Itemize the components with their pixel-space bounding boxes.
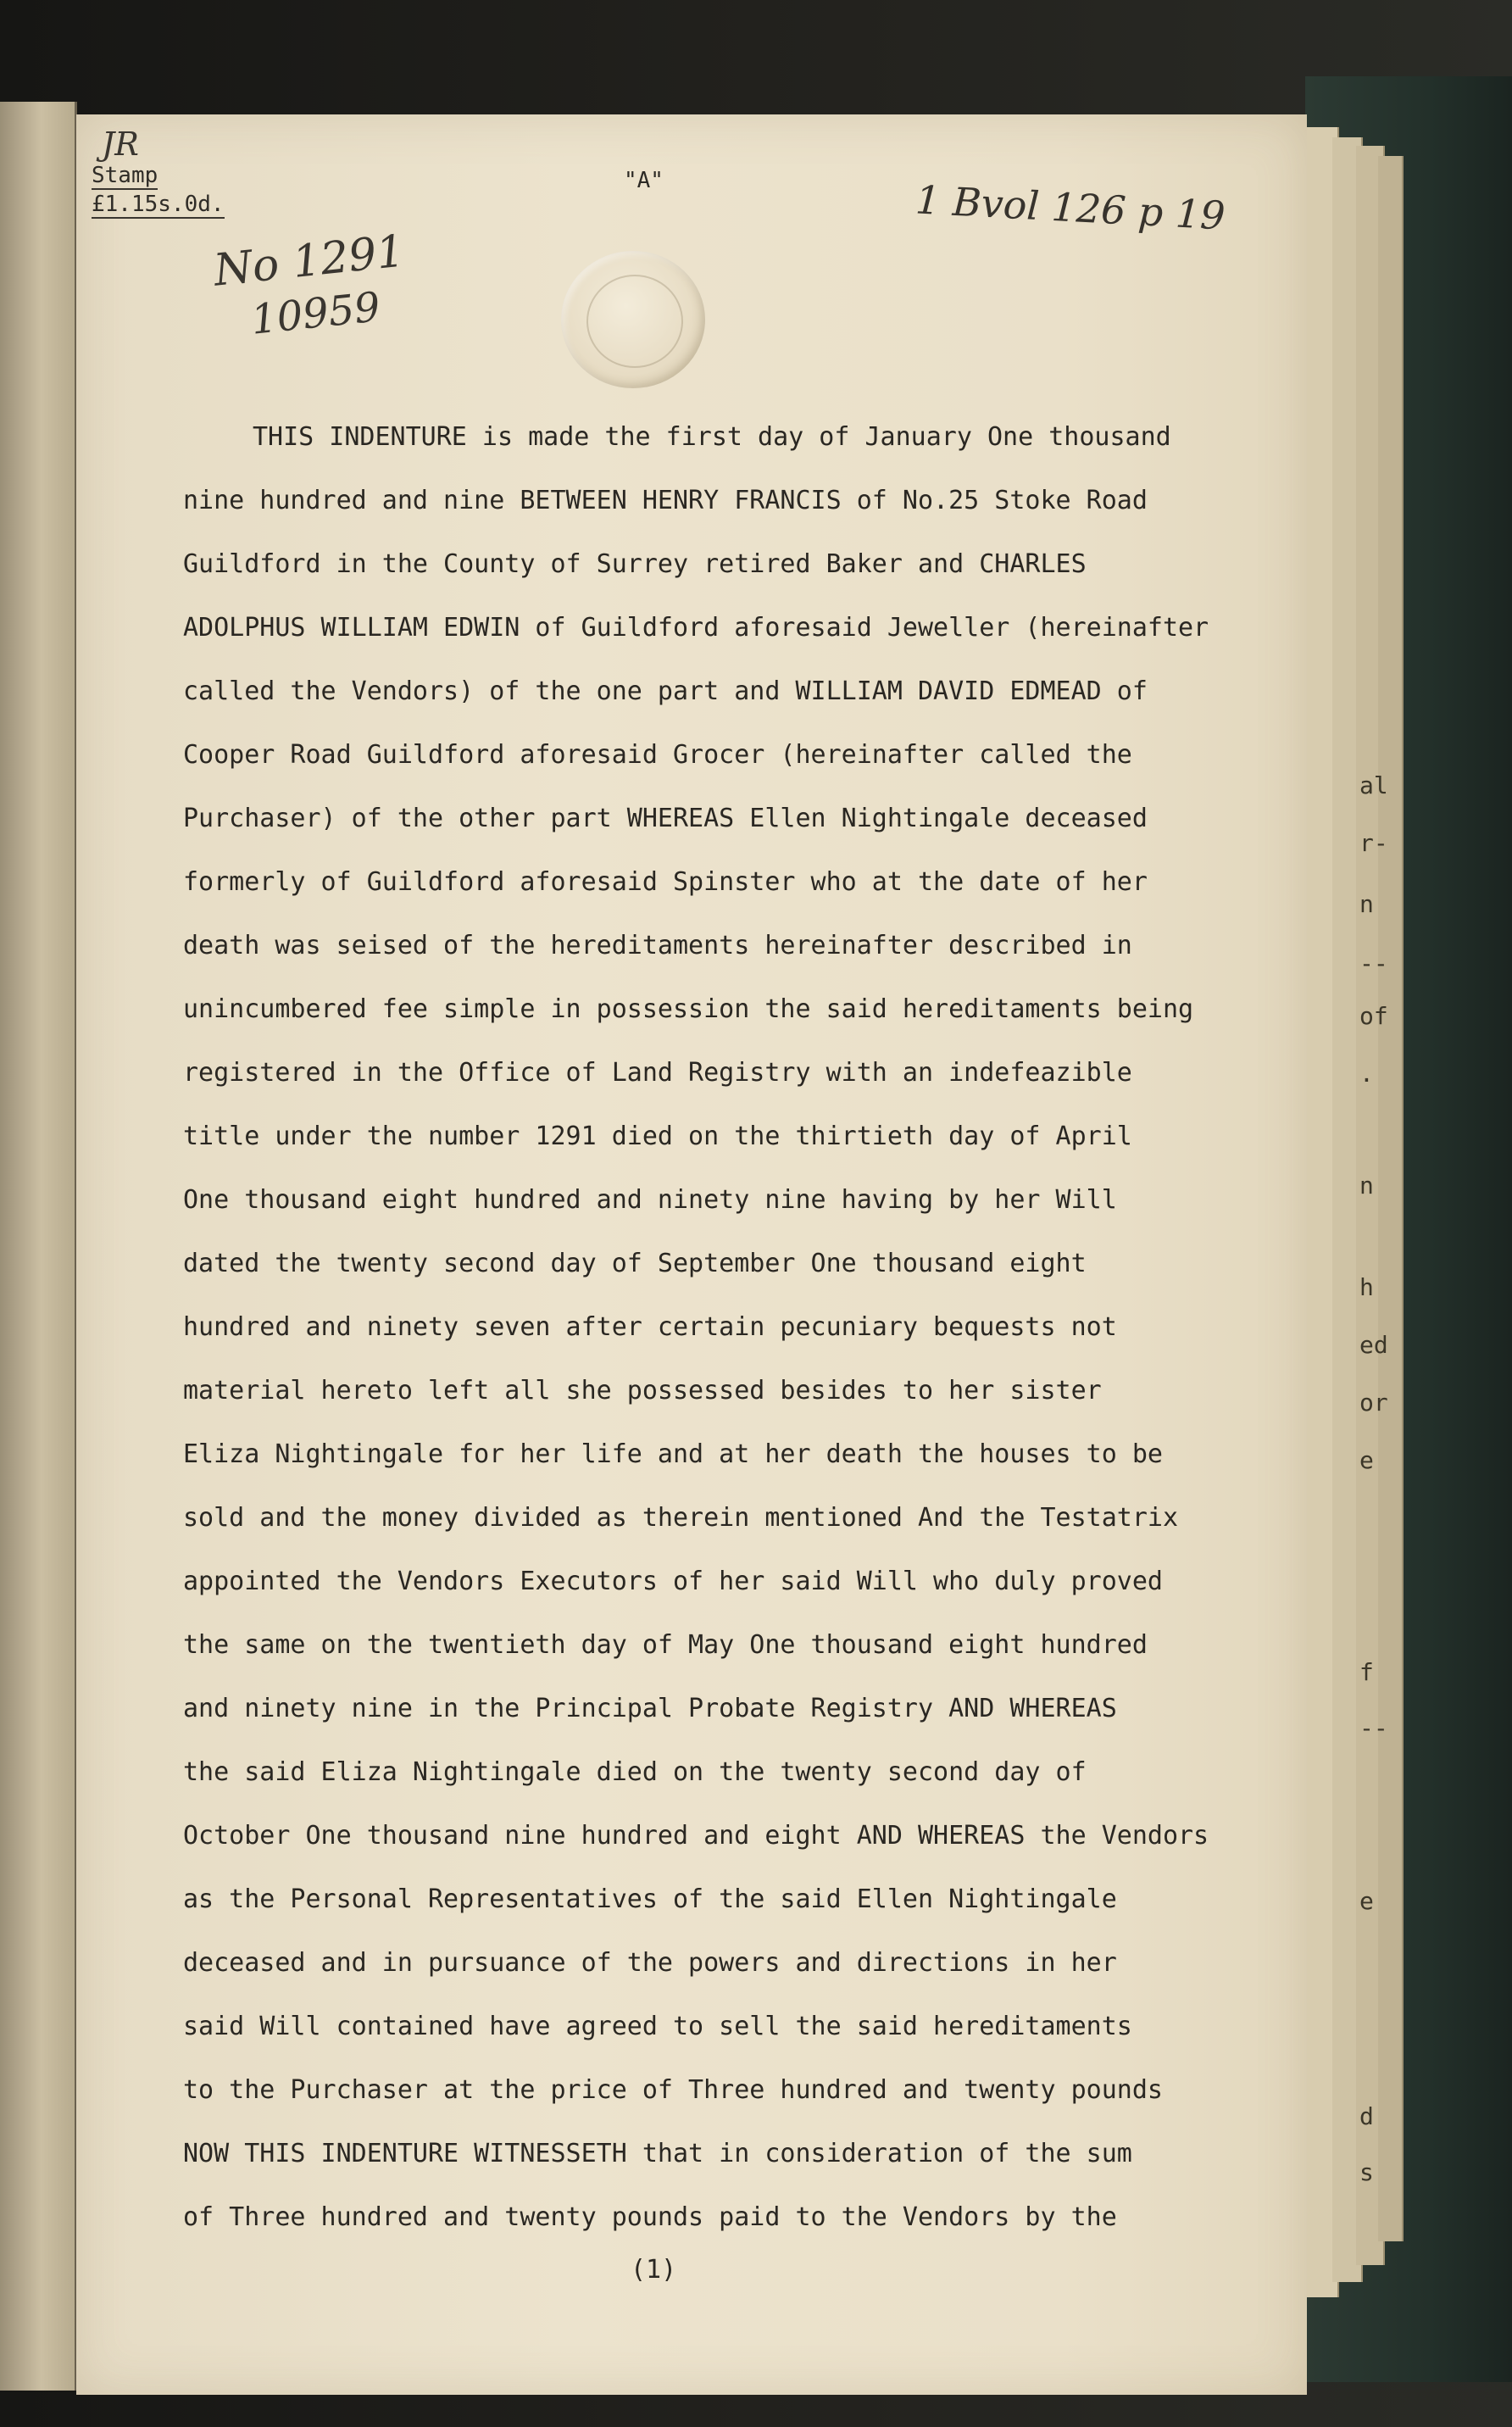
text-line: appointed the Vendors Executors of her said Will who duly proved bbox=[183, 1567, 1163, 1596]
text-line: ADOLPHUS WILLIAM EDWIN of Guildford aforesaid Jeweller (hereinafter bbox=[183, 613, 1209, 643]
embossed-seal-icon bbox=[561, 251, 705, 388]
text-line: death was seised of the hereditaments hereinafter described in bbox=[183, 931, 1132, 960]
text-line: One thousand eight hundred and ninety nine having by her Will bbox=[183, 1185, 1117, 1215]
fragment: s bbox=[1359, 2158, 1374, 2186]
text-line: the same on the twentieth day of May One thousand eight hundred bbox=[183, 1630, 1148, 1660]
fragment: ed bbox=[1359, 1331, 1388, 1359]
fragment: -- bbox=[1359, 949, 1388, 977]
text-line: registered in the Office of Land Registry with an indefeazible bbox=[183, 1058, 1132, 1088]
text-line: and ninety nine in the Principal Probate Registry AND WHEREAS bbox=[183, 1694, 1117, 1723]
text-line: Guildford in the County of Surrey retired Baker and CHARLES bbox=[183, 549, 1087, 579]
text-line: the said Eliza Nightingale died on the twenty second day of bbox=[183, 1757, 1087, 1787]
text-line: sold and the money divided as therein mentioned And the Testatrix bbox=[183, 1503, 1178, 1533]
fragment: . bbox=[1359, 1060, 1374, 1088]
fragment: n bbox=[1359, 1172, 1374, 1200]
fragment: e bbox=[1359, 1446, 1374, 1474]
page-number: (1) bbox=[631, 2255, 677, 2285]
deed-number: No 1291 bbox=[211, 225, 408, 297]
text-line: called the Vendors) of the one part and WILLIAM DAVID EDMEAD of bbox=[183, 676, 1148, 706]
text-line: nine hundred and nine BETWEEN HENRY FRANCIS of No.25 Stoke Road bbox=[183, 486, 1148, 515]
text-line: October One thousand nine hundred and eight AND WHEREAS the Vendors bbox=[183, 1821, 1209, 1851]
fragment: d bbox=[1359, 2102, 1374, 2130]
text-line: material hereto left all she possessed besides to her sister bbox=[183, 1376, 1102, 1406]
text-line: deceased and in pursuance of the powers and directions in her bbox=[183, 1948, 1117, 1978]
exhibit-mark: "A" bbox=[624, 168, 664, 193]
fragment: e bbox=[1359, 1887, 1374, 1915]
stamp-duty: £1.15s.0d. bbox=[92, 192, 225, 217]
text-line: Eliza Nightingale for her life and at her death the houses to be bbox=[183, 1439, 1163, 1469]
text-line: unincumbered fee simple in possession the said hereditaments being bbox=[183, 994, 1194, 1024]
text-line: title under the number 1291 died on the thirtieth day of April bbox=[183, 1122, 1132, 1151]
stamp-initials: JR bbox=[102, 125, 139, 163]
fragment: -- bbox=[1359, 1714, 1388, 1742]
stamp-label: Stamp bbox=[92, 163, 158, 188]
text-line: NOW THIS INDENTURE WITNESSETH that in consideration of the sum bbox=[183, 2139, 1132, 2168]
fragment: h bbox=[1359, 1273, 1374, 1301]
fragment: r- bbox=[1359, 829, 1388, 857]
text-line: Purchaser) of the other part WHEREAS Ellen Nightingale deceased bbox=[183, 804, 1148, 833]
text-line: as the Personal Representatives of the said Ellen Nightingale bbox=[183, 1884, 1117, 1914]
text-line: THIS INDENTURE is made the first day of January One thousand bbox=[253, 422, 1171, 452]
text-line: formerly of Guildford aforesaid Spinster who at the date of her bbox=[183, 867, 1148, 897]
fragment: or bbox=[1359, 1389, 1388, 1417]
fragment: al bbox=[1359, 771, 1388, 799]
fragment: of bbox=[1359, 1002, 1388, 1030]
fragment: n bbox=[1359, 890, 1374, 918]
text-line: Cooper Road Guildford aforesaid Grocer (hereinafter called the bbox=[183, 740, 1132, 770]
indenture-body bbox=[183, 405, 1302, 2249]
text-line: of Three hundred and twenty pounds paid to the Vendors by the bbox=[183, 2202, 1117, 2232]
facing-page-edge bbox=[0, 102, 77, 2391]
reference-number: 10959 bbox=[248, 283, 383, 344]
text-line: to the Purchaser at the price of Three hundred and twenty pounds bbox=[183, 2075, 1163, 2105]
text-line: hundred and ninety seven after certain pecuniary bequests not bbox=[183, 1312, 1117, 1342]
text-line: dated the twenty second day of September One thousand eight bbox=[183, 1249, 1087, 1278]
register-reference: 1 Bvol 126 p 19 bbox=[914, 176, 1226, 239]
next-page-fragments bbox=[1359, 763, 1410, 2204]
text-line: said Will contained have agreed to sell the said hereditaments bbox=[183, 2012, 1132, 2041]
fragment: f bbox=[1359, 1658, 1374, 1686]
